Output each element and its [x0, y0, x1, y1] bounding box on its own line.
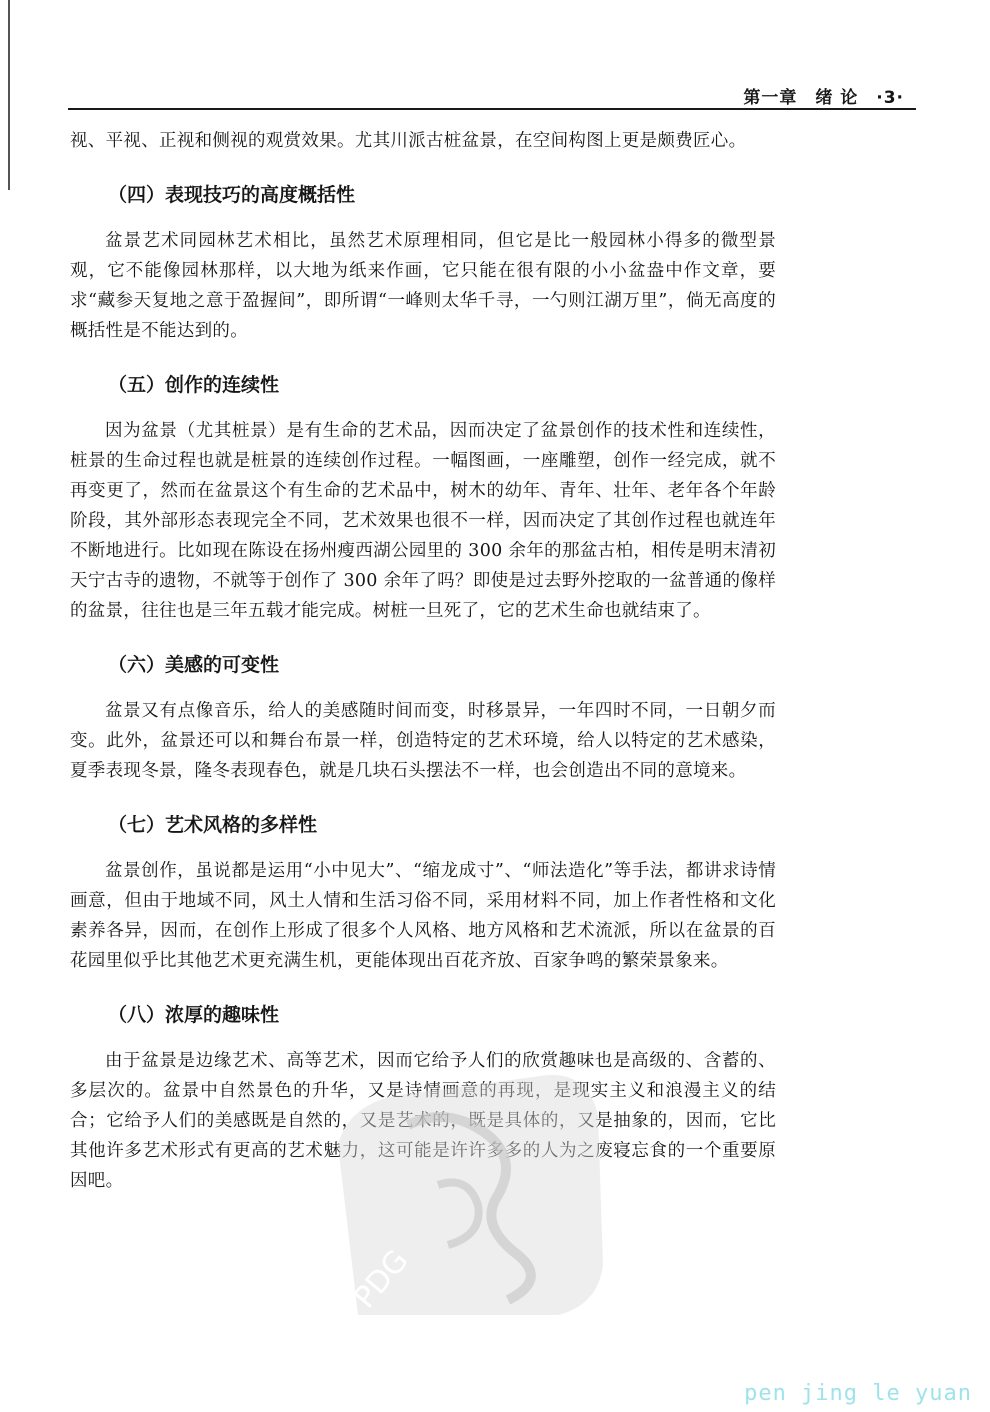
page-edge-line	[8, 0, 10, 190]
paragraph-8: 由于盆景是边缘艺术、高等艺术，因而它给予人们的欣赏趣味也是高级的、含蓄的、多层次的。盆景中自然景色的升华，又是诗情画意的再现，是现实主义和浪漫主义的结合；它给予人们的美感既是自然的，又是艺术的，既是具体的，又是抽象的，因而，它比其他许多艺术形式有更高的艺术魅力，这可能是许许多多的人为之废寝忘食的一个重要原因吧。	[70, 1051, 776, 1191]
header-rule	[68, 108, 916, 110]
paragraph-4: 盆景艺术同园林艺术相比，虽然艺术原理相同，但它是比一般园林小得多的微型景观，它不能像园林那样，以大地为纸来作画，它只能在很有限的小小盆盎中作文章，要求“藏参天复地之意于盈握间”，即所谓“一峰则太华千寻，一勺则江湖万里”，倘无高度的概括性是不能达到的。	[70, 231, 776, 341]
running-header	[743, 83, 904, 108]
paragraph-6: 盆景又有点像音乐，给人的美感随时间而变，时移景异，一年四时不同，一日朝夕而变。此外，盆景还可以和舞台布景一样，创造特定的艺术环境，给人以特定的艺术感染，夏季表现冬景，隆冬表现春色，就是几块石头摆法不一样，也会创造出不同的意境来。	[70, 701, 776, 781]
pdg-watermark-seal	[318, 1065, 618, 1355]
page-number: ·3·	[876, 88, 904, 108]
section-heading-8: （八）浓厚的趣味性	[108, 1004, 280, 1026]
paragraph-7: 盆景创作，虽说都是运用“小中见大”、“缩龙成寸”、“师法造化”等手法，都讲求诗情画意，但由于地域不同，风土人情和生活习俗不同，采用材料不同，加上作者性格和文化素养各异，因而，在创作上形成了很多个人风格、地方风格和艺术流派，所以在盆景的百花园里似乎比其他艺术更充满生机，更能体现出百花齐放、百家争鸣的繁荣景象来。	[70, 861, 776, 971]
watermark-text: PDG	[347, 1243, 416, 1316]
section-heading-7: （七）艺术风格的多样性	[108, 814, 318, 836]
header-title: 绪 论	[815, 88, 859, 108]
footer-watermark-text: pen jing le yuan	[744, 1381, 972, 1406]
paragraph-5: 因为盆景（尤其桩景）是有生命的艺术品，因而决定了盆景创作的技术性和连续性，桩景的生命过程也就是桩景的连续创作过程。一幅图画，一座雕塑，创作一经完成，就不再变更了，然而在盆景这个有生命的艺术品中，树木的幼年、青年、壮年、老年各个年龄阶段，其外部形态表现完全不同，艺术效果也很不一样，因而决定了其创作过程也就连年不断地进行。比如现在陈设在扬州瘦西湖公园里的 300 余年的那盆古柏，相传是明末清初天宁古寺的遗物，不就等于创作了 300 余年了吗？即使是过去野外挖取的一盆普通的像样的盆景，往往也是三年五载才能完成。树桩一旦死了，它的艺术生命也就结束了。	[70, 421, 776, 621]
section-heading-6: （六）美感的可变性	[108, 654, 280, 676]
section-heading-5: （五）创作的连续性	[108, 374, 280, 396]
section-heading-4: （四）表现技巧的高度概括性	[108, 184, 356, 206]
body-text	[70, 126, 776, 1196]
paragraph-continued: 视、平视、正视和侧视的观赏效果。尤其川派古桩盆景，在空间构图上更是颇费匠心。	[70, 131, 747, 151]
header-chapter: 第一章	[743, 88, 798, 108]
